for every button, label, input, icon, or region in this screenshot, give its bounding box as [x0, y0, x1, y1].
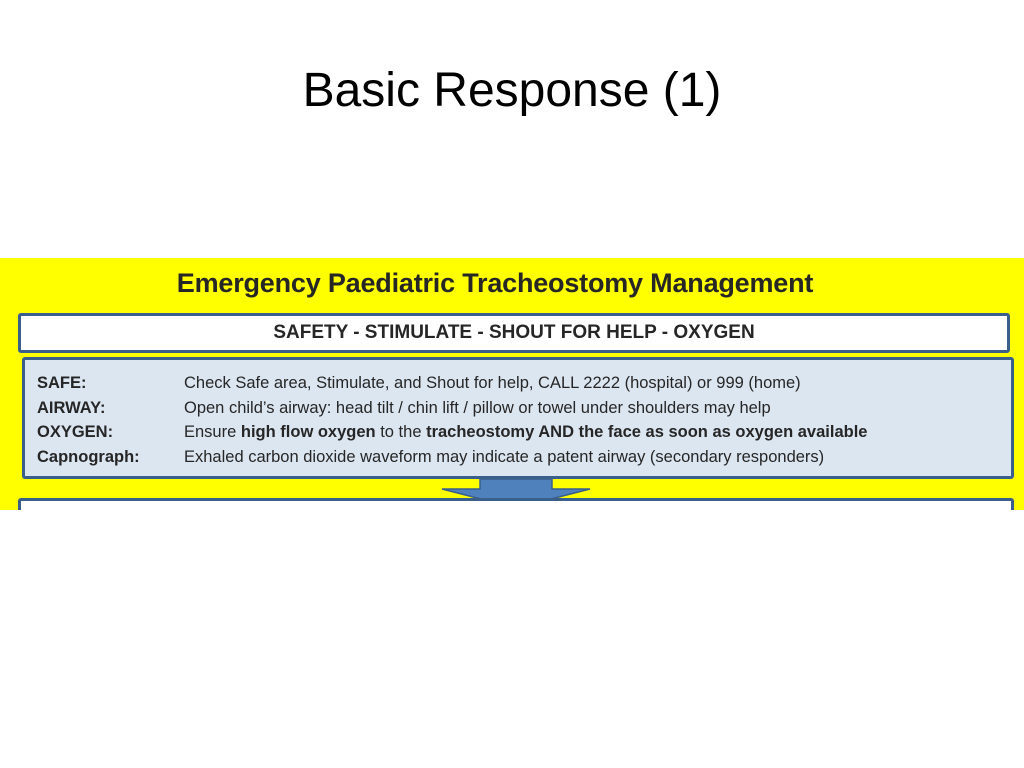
step-text-part: Ensure [184, 423, 241, 442]
step-label: Capnograph: [37, 447, 140, 466]
step-label: AIRWAY: [37, 398, 106, 417]
step-text: Exhaled carbon dioxide waveform may indicate a patent airway (secondary responders) [184, 447, 825, 466]
step-row-airway [37, 396, 1011, 421]
step-label: OXYGEN: [37, 423, 114, 442]
step-text: Open child’s airway: head tilt / chin lift / pillow or towel under shoulders may help [184, 398, 771, 417]
step-row-safe [37, 371, 1011, 396]
slide-title: Basic Response (1) [302, 64, 722, 117]
next-step-box [18, 498, 1014, 510]
step-label: SAFE: [37, 374, 87, 392]
step-row-oxygen [37, 420, 1011, 445]
panel-title: Emergency Paediatric Tracheostomy Management [176, 268, 814, 298]
step-text: Check Safe area, Stimulate, and Shout for help, CALL 2222 (hospital) or 999 (home) [184, 374, 801, 392]
tracheostomy-management-panel [0, 258, 1024, 510]
step-text [184, 420, 867, 445]
basic-response-steps [22, 357, 1014, 479]
step-text-emphasis: tracheostomy AND the face as soon as oxygen available [426, 423, 868, 442]
safety-banner: SAFETY - STIMULATE - SHOUT FOR HELP - OXYGEN [18, 313, 1010, 353]
step-text-emphasis: high flow oxygen [240, 423, 376, 442]
step-row-capnograph [37, 445, 1011, 470]
step-text-part: to the [375, 423, 427, 442]
